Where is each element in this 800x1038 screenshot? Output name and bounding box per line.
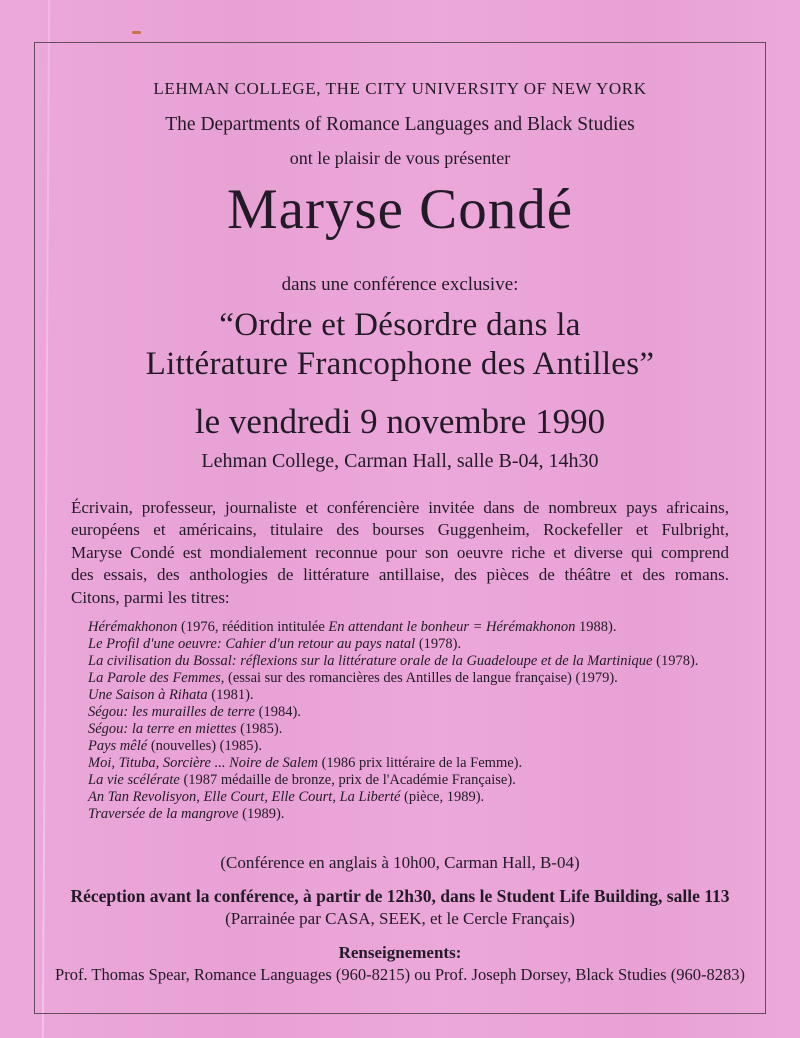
institution-name: LEHMAN COLLEGE, THE CITY UNIVERSITY OF NEW YORK <box>153 79 647 98</box>
book-title-segment: Ségou: les murailles de terre <box>88 704 259 721</box>
bio-line: Écrivain, professeur, journaliste et conférencière invitée dans de nombreux pays africains, <box>71 498 729 517</box>
book-title-segment: La vie scélérate <box>88 772 184 789</box>
book-entry <box>88 789 800 806</box>
bio-line: Maryse Condé est mondialement reconnue pour son oeuvre riche et diverse qui comprend <box>71 542 729 562</box>
book-title-segment: Ségou: la terre en miettes <box>88 721 241 738</box>
book-entry <box>88 704 800 721</box>
book-detail-segment: 1988). <box>579 619 617 636</box>
reception-line: Réception avant la conférence, à partir de 12h30, dans le Student Life Building, salle 113 <box>70 886 730 907</box>
book-detail-segment: (pièce, 1989). <box>404 789 485 806</box>
lecture-title-line1: “Ordre et Désordre dans la <box>219 307 581 343</box>
book-detail-segment: (1986 prix littéraire de la Femme). <box>321 755 523 772</box>
book-entry <box>88 653 800 670</box>
book-title-segment: La civilisation du Bossal: réflexions sur la littérature orale de la Guadeloupe et de la Martinique <box>88 653 657 670</box>
book-title-segment: Hérémakhonon <box>88 619 182 636</box>
book-detail-segment: (1985). <box>240 721 283 738</box>
info-label: Renseignements: <box>338 943 462 963</box>
book-title-segment: Une Saison à Rihata <box>88 687 212 704</box>
lecture-title <box>0 306 800 384</box>
departments-line: The Departments of Romance Languages and Black Studies <box>165 114 635 135</box>
lecture-date: le vendredi 9 novembre 1990 <box>194 402 606 441</box>
book-title-segment: Moi, Tituba, Sorcière ... Noire de Salem <box>88 755 322 772</box>
book-title-segment: En attendant le bonheur = Hérémakhonon <box>328 619 580 636</box>
book-entry <box>88 619 800 636</box>
biography-paragraph <box>71 497 729 609</box>
bio-line: des essais, des anthologies de littérature antillaise, des pièces de théâtre et des romans. <box>71 565 729 585</box>
lecture-intro: dans une conférence exclusive: <box>281 274 519 295</box>
contacts-line: Prof. Thomas Spear, Romance Languages (960-8215) ou Prof. Joseph Dorsey, Black Studies (960-8283) <box>55 965 745 985</box>
book-entry <box>88 806 800 823</box>
bio-line: Citons, parmi les titres: <box>71 587 230 607</box>
lecture-title-line2: Littérature Francophone des Antilles” <box>145 346 655 382</box>
book-detail-segment: (1984). <box>258 704 301 721</box>
book-title-segment: La Parole des Femmes, <box>88 670 229 687</box>
book-detail-segment: (1987 médaille de bronze, prix de l'Académie Française). <box>183 772 516 789</box>
book-detail-segment: (1976, réédition intitulée <box>181 619 329 636</box>
sponsors-line: (Parrainée par CASA, SEEK, et le Cercle Français) <box>225 909 575 929</box>
book-entry <box>88 687 800 704</box>
book-entry <box>88 755 800 772</box>
book-title-segment: Pays mêlé <box>88 738 151 755</box>
book-detail-segment: (essai sur des romancières des Antilles de langue française) (1979). <box>228 670 618 687</box>
book-detail-segment: (1978). <box>418 636 462 653</box>
book-title-segment: Le Profil d'une oeuvre: Cahier d'un retour au pays natal <box>88 636 419 653</box>
book-title-segment: An Tan Revolisyon, Elle Court, Elle Court, La Liberté <box>88 789 405 806</box>
bio-line: européens et américains, titulaire des bourses Guggenheim, Rockefeller et Fulbright, <box>71 520 729 540</box>
book-title-segment: Traversée de la mangrove <box>88 806 243 823</box>
book-entry <box>88 772 800 789</box>
presentation-line: ont le plaisir de vous présenter <box>289 148 511 168</box>
book-detail-segment: (1981). <box>211 687 254 704</box>
book-detail-segment: (1989). <box>242 806 285 823</box>
book-entry <box>88 738 800 755</box>
english-lecture-note: (Conférence en anglais à 10h00, Carman Hall, B-04) <box>220 853 580 873</box>
book-entry <box>88 721 800 738</box>
speaker-name: Maryse Condé <box>226 178 573 241</box>
book-entry <box>88 636 800 653</box>
works-list <box>88 619 800 823</box>
book-detail-segment: (1978). <box>656 653 699 670</box>
lecture-venue: Lehman College, Carman Hall, salle B-04, 14h30 <box>201 450 599 472</box>
book-detail-segment: (nouvelles) (1985). <box>150 738 262 755</box>
book-entry <box>88 670 800 687</box>
